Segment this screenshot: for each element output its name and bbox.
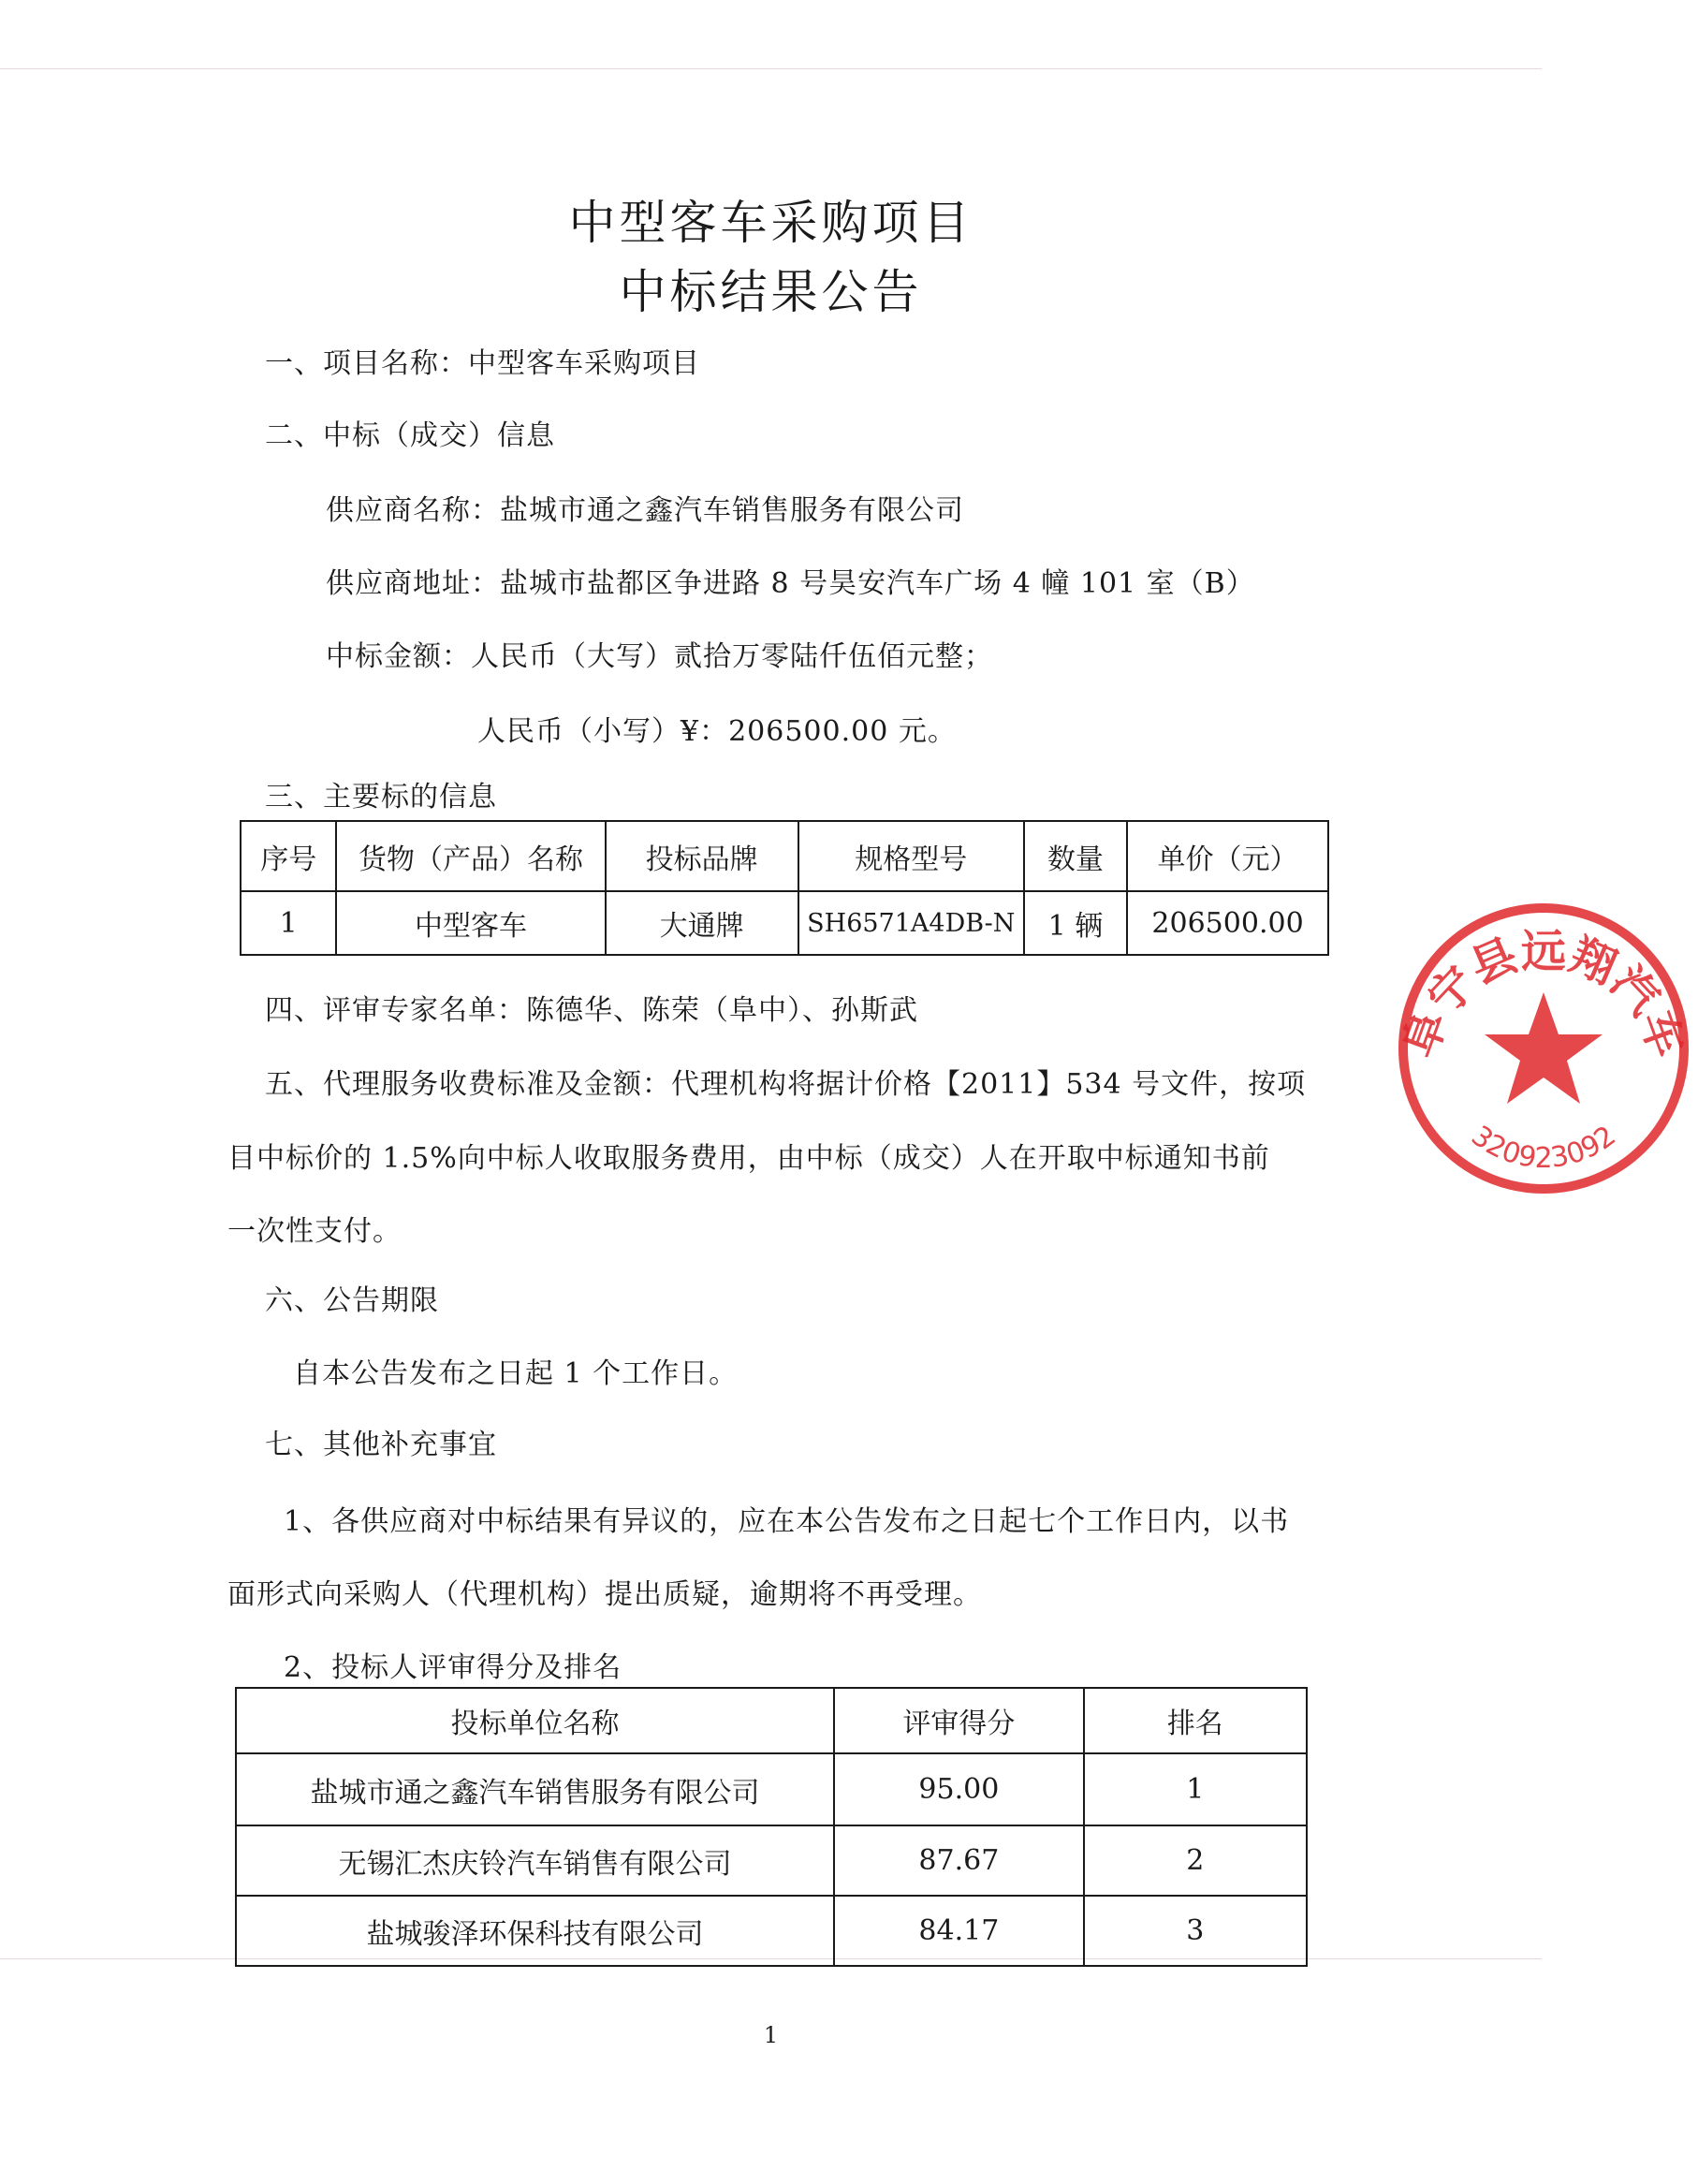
award-amount-upper: 中标金额：人民币（大写）贰拾万零陆仟伍佰元整； <box>326 640 993 673</box>
goods-cell-model: SH6571A4DB-N <box>798 891 1024 955</box>
goods-header-cell: 数量 <box>1024 821 1127 891</box>
objection-line2: 面形式向采购人（代理机构）提出质疑，逾期将不再受理。 <box>227 1578 982 1611</box>
goods-cell-brand: 大通牌 <box>606 891 798 955</box>
score-header-cell: 排名 <box>1084 1688 1307 1753</box>
score-cell-score: 84.17 <box>834 1896 1084 1966</box>
section-other-matters: 七、其他补充事宜 <box>265 1429 497 1461</box>
goods-header-cell: 单价（元） <box>1127 821 1328 891</box>
section-agency-fee-line2: 目中标价的 1.5%向中标人收取服务费用，由中标（成交）人在开取中标通知书前 <box>227 1142 1270 1175</box>
section-main-items: 三、主要标的信息 <box>265 781 497 814</box>
score-cell-company: 盐城骏泽环保科技有限公司 <box>236 1896 834 1966</box>
score-header-cell: 评审得分 <box>834 1688 1084 1753</box>
document-subtitle: 中标结果公告 <box>619 265 923 319</box>
score-ranking-heading: 2、投标人评审得分及排名 <box>284 1651 622 1684</box>
section-award-info: 二、中标（成交）信息 <box>265 419 555 452</box>
goods-header-cell: 规格型号 <box>798 821 1024 891</box>
score-cell-company: 无锡汇杰庆铃汽车销售有限公司 <box>236 1825 834 1896</box>
objection-line1: 1、各供应商对中标结果有异议的，应在本公告发布之日起七个工作日内，以书 <box>284 1505 1290 1538</box>
supplier-name: 供应商名称：盐城市通之鑫汽车销售服务有限公司 <box>326 494 964 527</box>
notice-period-body: 自本公告发布之日起 1 个工作日。 <box>293 1357 739 1390</box>
score-table-header-row <box>236 1688 1307 1753</box>
section-experts: 四、评审专家名单：陈德华、陈荣（阜中）、孙斯武 <box>265 994 918 1027</box>
seal-star-icon <box>1485 992 1603 1104</box>
goods-table <box>240 820 1329 956</box>
goods-header-cell: 序号 <box>241 821 336 891</box>
goods-cell-quantity: 1 辆 <box>1024 891 1127 955</box>
page-number: 1 <box>763 2022 779 2048</box>
goods-cell-product: 中型客车 <box>336 891 605 955</box>
score-table <box>235 1687 1308 1967</box>
score-cell-score: 87.67 <box>834 1825 1084 1896</box>
goods-header-cell: 投标品牌 <box>606 821 798 891</box>
goods-cell-index: 1 <box>241 891 336 955</box>
goods-header-cell: 货物（产品）名称 <box>336 821 605 891</box>
score-cell-rank: 1 <box>1084 1753 1307 1825</box>
table-row <box>236 1825 1307 1896</box>
section-project-name: 一、项目名称：中型客车采购项目 <box>265 347 700 380</box>
seal-org-text: 阜宁县远翔汽车 <box>1393 925 1694 1064</box>
document-title: 中型客车采购项目 <box>568 196 973 250</box>
seal-code-text: 320923092 <box>1465 1119 1622 1175</box>
goods-cell-price: 206500.00 <box>1127 891 1328 955</box>
score-cell-score: 95.00 <box>834 1753 1084 1825</box>
table-row <box>241 891 1328 955</box>
section-agency-fee-line1: 五、代理服务收费标准及金额：代理机构将据计价格【2011】534 号文件，按项 <box>265 1068 1307 1101</box>
table-row <box>236 1753 1307 1825</box>
goods-table-header-row <box>241 821 1328 891</box>
score-cell-rank: 2 <box>1084 1825 1307 1896</box>
company-seal-stamp <box>1389 894 1698 1203</box>
scan-edge-line-top <box>0 68 1542 69</box>
award-amount-lower: 人民币（小写）¥：206500.00 元。 <box>477 715 957 748</box>
score-cell-rank: 3 <box>1084 1896 1307 1966</box>
score-header-cell: 投标单位名称 <box>236 1688 834 1753</box>
section-notice-period: 六、公告期限 <box>265 1284 439 1317</box>
score-cell-company: 盐城市通之鑫汽车销售服务有限公司 <box>236 1753 834 1825</box>
section-agency-fee-line3: 一次性支付。 <box>227 1215 402 1248</box>
table-row <box>236 1896 1307 1966</box>
supplier-address: 供应商地址：盐城市盐都区争进路 8 号昊安汽车广场 4 幢 101 室（B） <box>326 567 1255 600</box>
